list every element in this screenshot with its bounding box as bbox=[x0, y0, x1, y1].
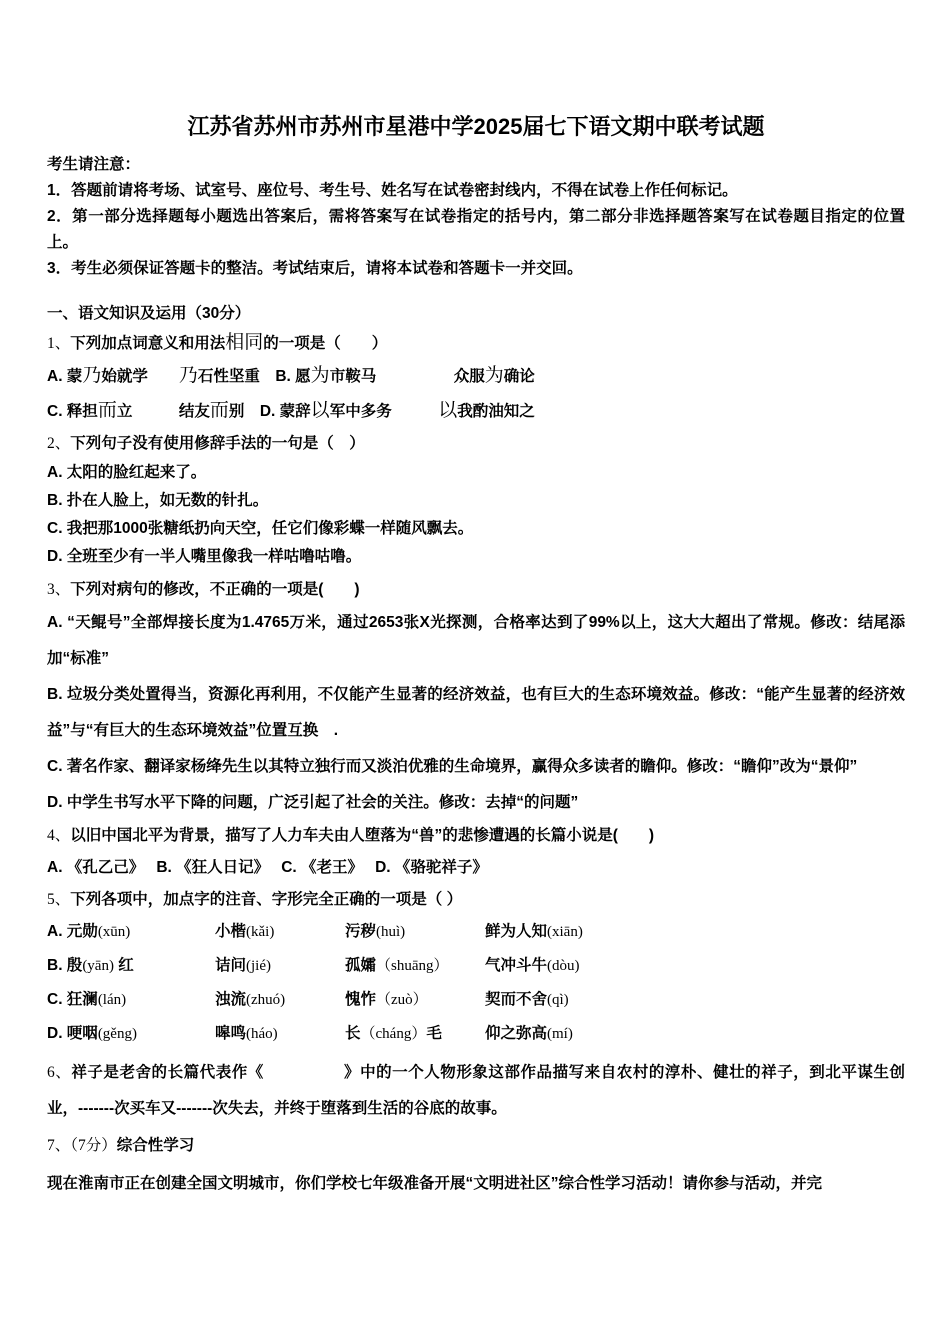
question-number: 4、 bbox=[47, 827, 71, 844]
question-3-stem bbox=[47, 575, 905, 605]
question-3-option-a: A. “天鲲号”全部焊接长度为1.4765万米，通过2653张X光探测，合格率达到了99%以上，这大大超出了常规。修改：结尾添加“标准” bbox=[47, 614, 905, 667]
question-7-label: 综合性学习 bbox=[116, 1137, 195, 1154]
q5-cell: 浊流(zhuó) bbox=[215, 991, 286, 1008]
q5-cell: B. 殷(yān) 红 bbox=[47, 957, 134, 974]
question-number: 2、 bbox=[47, 435, 71, 452]
question-6-text: 祥子是老舍的长篇代表作《 》中的一个人物形象这部作品描写来自农村的淳朴、健壮的祥子，到北平谋生创业，-------次买车又-------次失去，并终于堕落到生活的谷底的故事。 bbox=[47, 1064, 905, 1117]
question-2-stem bbox=[47, 429, 905, 459]
notice-item-2: 2．第一部分选择题每小题选出答案后，需将答案写在试卷指定的括号内，第二部分非选择题答案写在试卷题目指定的位置上。 bbox=[47, 208, 905, 251]
section-heading: 一、语文知识及运用（30分） bbox=[47, 305, 251, 322]
question-4-stem bbox=[47, 821, 905, 851]
notice-block bbox=[47, 152, 905, 282]
q5-cell: 小楷(kǎi) bbox=[215, 923, 275, 940]
notice-heading: 考生请注意： bbox=[47, 156, 141, 173]
question-3-option-c: C. 著名作家、翻译家杨绛先生以其特立独行而又淡泊优雅的生命境界，赢得众多读者的瞻仰。修改：“瞻仰”改为“景仰” bbox=[47, 758, 858, 775]
q5-cell: 诘问(jié) bbox=[215, 957, 271, 974]
question-1-options-cd: C. 释担而立 结友而别 D. 蒙辞以军中多务 以我酌油知之 bbox=[47, 400, 535, 421]
question-5-row-b bbox=[47, 949, 905, 983]
question-number: 6、 bbox=[47, 1064, 72, 1081]
q5-cell: 仰之弥高(mí) bbox=[485, 1025, 573, 1042]
question-number: 1、 bbox=[47, 335, 71, 352]
question-7-score: （7分） bbox=[70, 1137, 117, 1154]
q5-cell: 嗥鸣(háo) bbox=[215, 1025, 278, 1042]
question-3-option-b: B. 垃圾分类处置得当，资源化再利用，不仅能产生显著的经济效益，也有巨大的生态环境效益。修改：“能产生显著的经济效益”与“有巨大的生态环境效益”位置互换 . bbox=[47, 686, 905, 739]
question-2-option-c: C. 我把那1000张糖纸扔向天空，任它们像彩蝶一样随风飘去。 bbox=[47, 520, 474, 537]
question-5-row-d bbox=[47, 1017, 905, 1051]
notice-item-3: 3．考生必须保证答题卡的整洁。考试结束后，请将本试卷和答题卡一并交回。 bbox=[47, 260, 583, 277]
question-3-option-d: D. 中学生书写水平下降的问题，广泛引起了社会的关注。修改：去掉“的问题” bbox=[47, 794, 579, 811]
question-2-option-d: D. 全班至少有一半人嘴里像我一样咕噜咕噜。 bbox=[47, 548, 362, 565]
q5-cell: 气冲斗牛(dòu) bbox=[485, 957, 580, 974]
question-1-stem-text: 下列加点词意义和用法相同的一项是（ ） bbox=[70, 332, 388, 353]
page-title: 江苏省苏州市苏州市星港中学2025届七下语文期中联考试题 bbox=[187, 114, 765, 139]
q5-cell: C. 狂澜(lán) bbox=[47, 991, 127, 1008]
question-5-stem bbox=[47, 885, 905, 915]
question-2-option-a: A. 太阳的脸红起来了。 bbox=[47, 464, 207, 481]
question-2-option-b: B. 扑在人脸上，如无数的针扎。 bbox=[47, 492, 269, 509]
q5-cell: A. 元勋(xūn) bbox=[47, 923, 131, 940]
question-5-row-a bbox=[47, 915, 905, 949]
question-7-stem bbox=[47, 1131, 905, 1161]
question-5-row-c bbox=[47, 983, 905, 1017]
question-4-options: A. 《孔乙己》 B. 《狂人日记》 C. 《老王》 D. 《骆驼祥子》 bbox=[47, 859, 488, 876]
question-4-stem-text: 以旧中国北平为背景，描写了人力车夫由人堕落为“兽”的悲惨遭遇的长篇小说是( ) bbox=[70, 827, 655, 844]
question-1-options-ab: A. 蒙乃始就学 乃石性坚重 B. 愿为市鞍马 众服为确论 bbox=[47, 365, 535, 386]
q5-cell: 鲜为人知(xiān) bbox=[485, 923, 583, 940]
q5-cell: 契而不舍(qì) bbox=[485, 991, 569, 1008]
question-number: 5、 bbox=[47, 891, 71, 908]
question-number: 7、 bbox=[47, 1137, 71, 1154]
question-3-stem-text: 下列对病句的修改，不正确的一项是( ) bbox=[70, 581, 360, 598]
q5-cell: 长（cháng）毛 bbox=[345, 1025, 442, 1042]
question-6 bbox=[47, 1055, 905, 1127]
q5-cell: D. 哽咽(gěng) bbox=[47, 1025, 137, 1042]
question-5-stem-text: 下列各项中，加点字的注音、字形完全正确的一项是（ ） bbox=[70, 891, 463, 908]
q5-cell: 孤孀（shuāng） bbox=[345, 957, 449, 974]
question-2-stem-text: 下列句子没有使用修辞手法的一句是（ ） bbox=[70, 435, 365, 452]
q5-cell: 愧怍（zuò） bbox=[345, 991, 428, 1008]
question-1-stem bbox=[47, 328, 905, 359]
question-number: 3、 bbox=[47, 581, 71, 598]
question-7-intro: 现在淮南市正在创建全国文明城市，你们学校七年级准备开展“文明进社区”综合性学习活动！请你参与活动，并完 bbox=[47, 1175, 823, 1192]
q5-cell: 污秽(huì) bbox=[345, 923, 406, 940]
notice-item-1: 1．答题前请将考场、试室号、座位号、考生号、姓名写在试卷密封线内，不得在试卷上作任何标记。 bbox=[47, 182, 738, 199]
